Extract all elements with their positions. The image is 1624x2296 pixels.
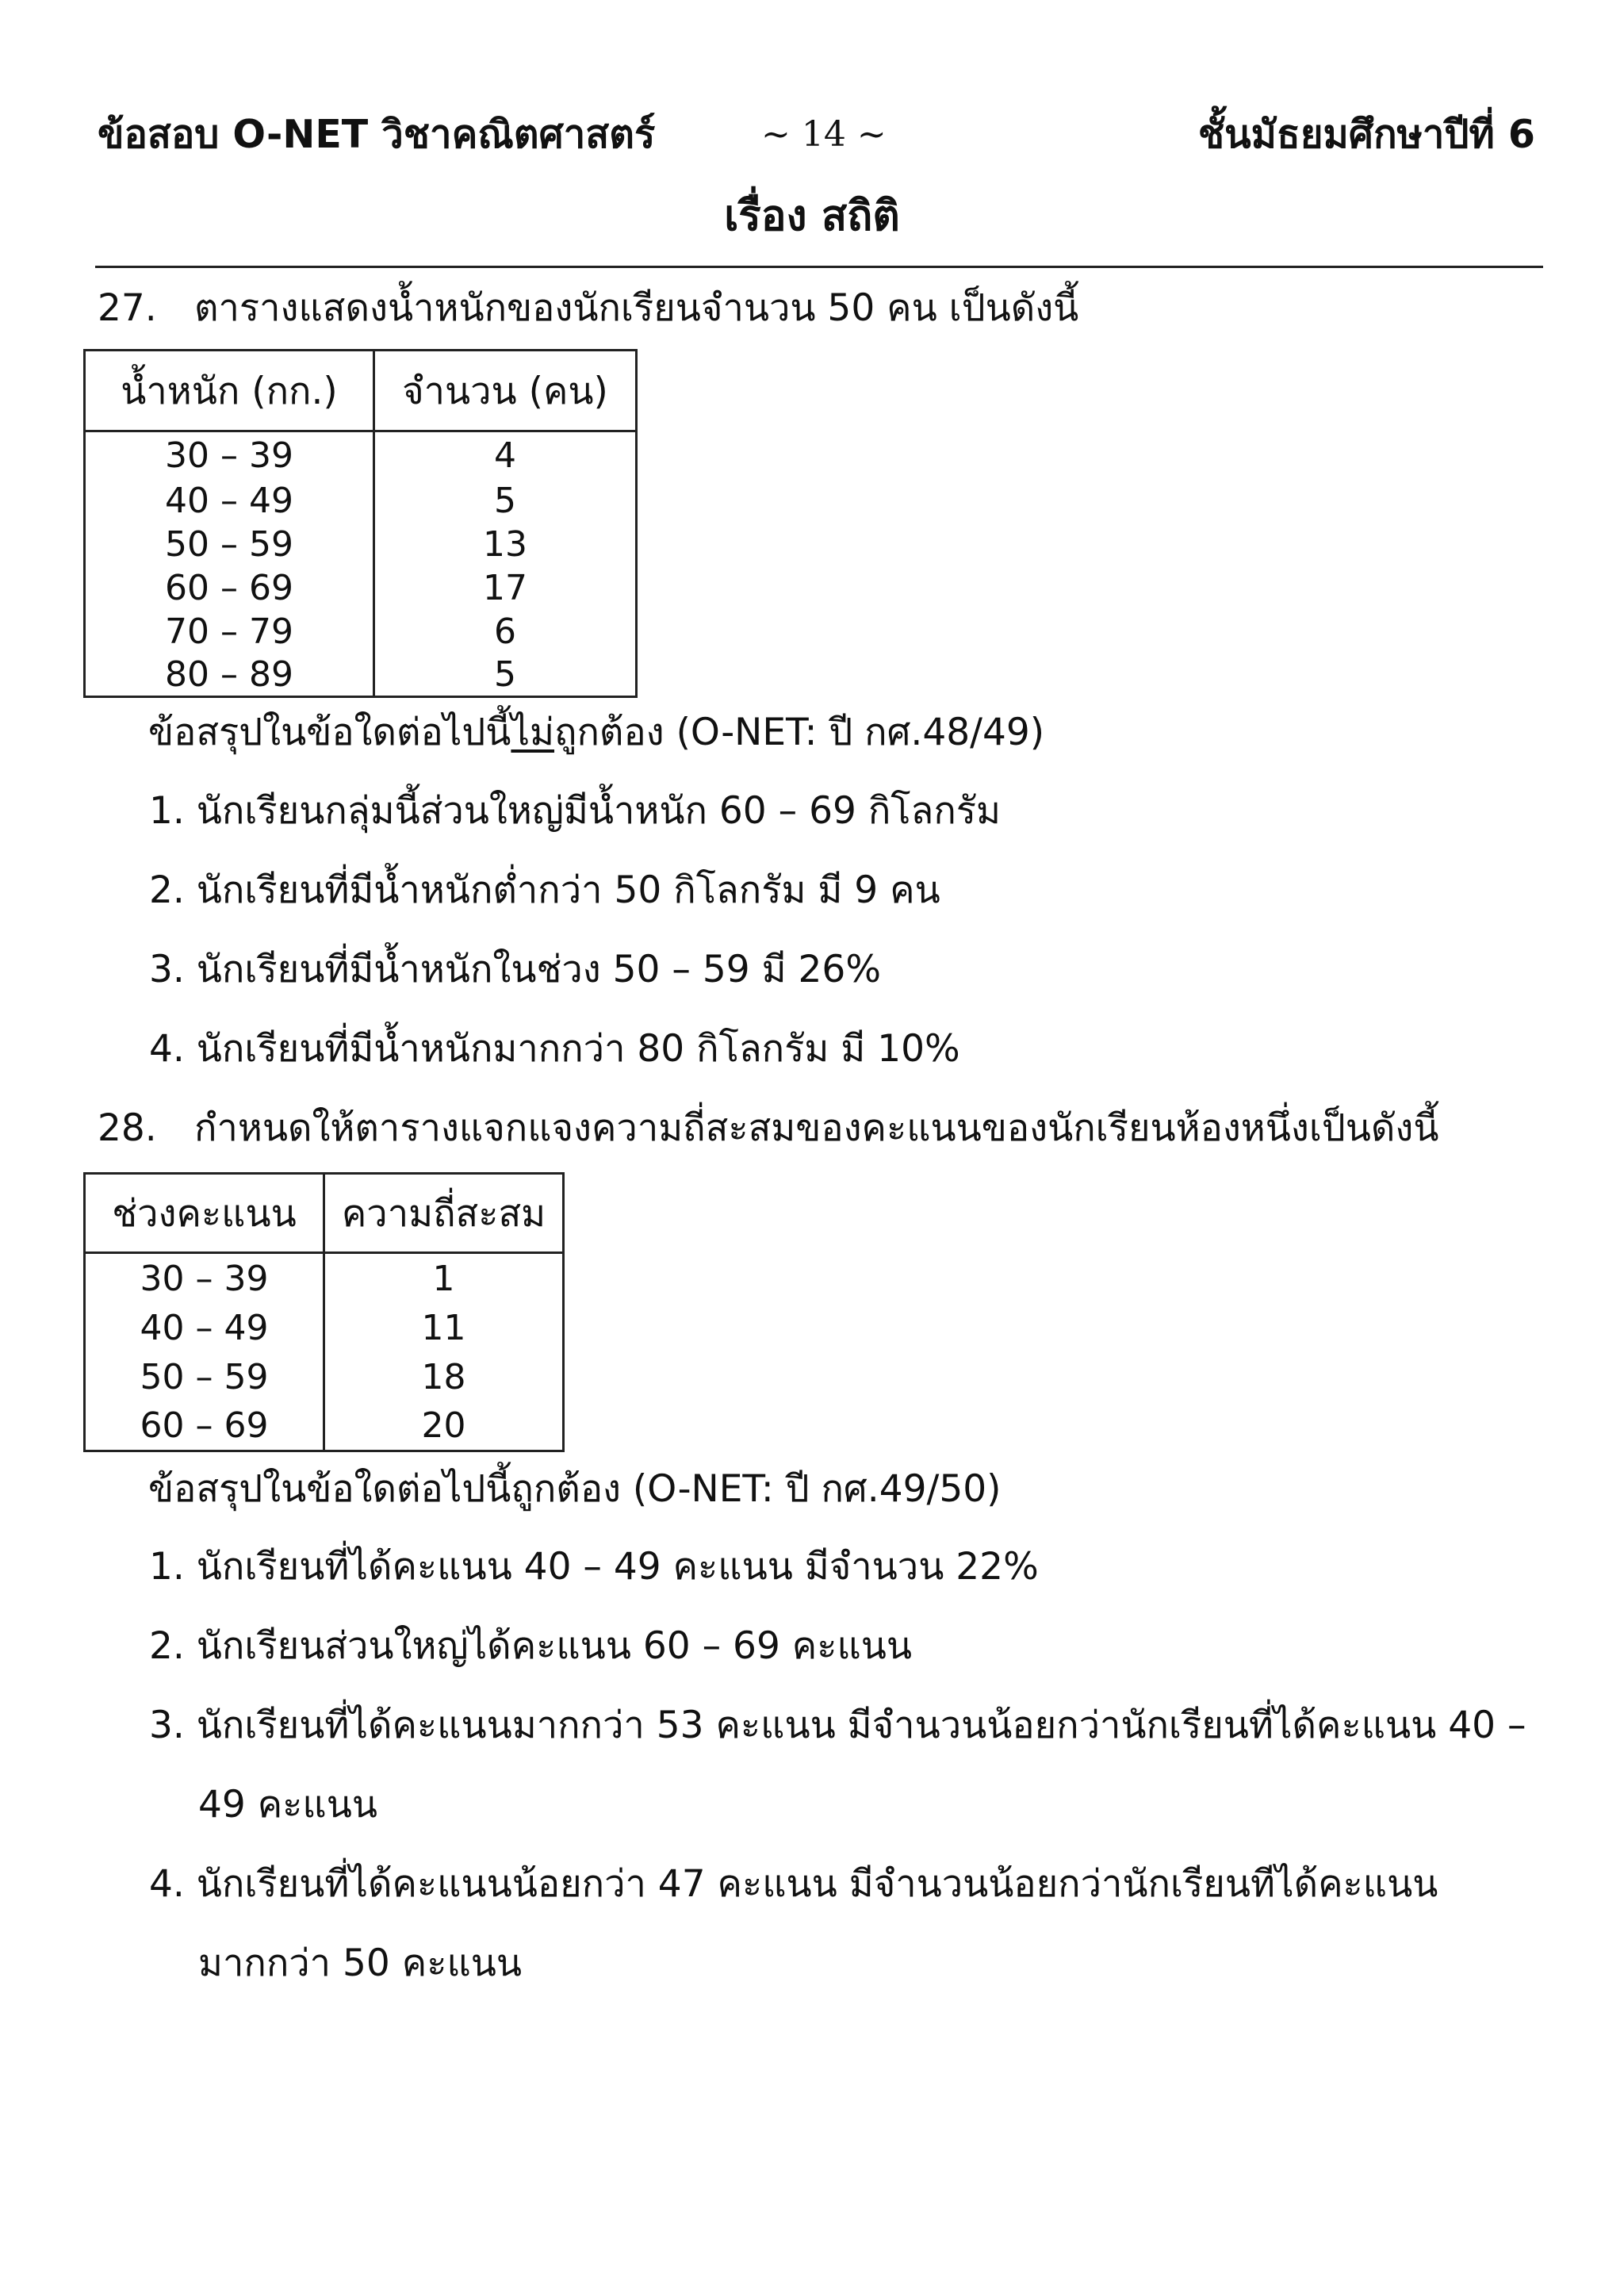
table-cell: 60 – 69: [85, 1402, 324, 1451]
topic-title: เรื่อง สถิติ: [724, 192, 900, 240]
q27-table: [83, 349, 638, 698]
q27-option-2[interactable]: 2. นักเรียนที่มีน้ำหนักต่ำกว่า 50 กิโลกรัม มี 9 คน: [149, 868, 940, 912]
table-cell: 5: [374, 654, 637, 697]
q27-header-weight: น้ำหนัก (กก.): [85, 351, 374, 431]
q28-text: กำหนดให้ตารางแจกแจงความถี่สะสมของคะแนนของนักเรียนห้องหนึ่งเป็นดังนี้: [194, 1106, 1439, 1150]
grade-level: ชั้นมัธยมศึกษาปีที่ 6: [1197, 112, 1535, 157]
exam-title: ข้อสอบ O-NET วิชาคณิตศาสตร์: [98, 112, 656, 157]
q27-option-3[interactable]: 3. นักเรียนที่มีน้ำหนักในช่วง 50 – 59 มี 26%: [149, 948, 881, 991]
table-cell: 13: [374, 523, 637, 566]
table-cell: 50 – 59: [85, 1353, 324, 1402]
table-cell: 20: [324, 1402, 564, 1451]
q28-option-4-cont[interactable]: มากกว่า 50 คะแนน: [198, 1941, 522, 1985]
q27-header-count: จำนวน (คน): [374, 351, 637, 431]
table-cell: 4: [374, 431, 637, 479]
table-cell: 11: [324, 1304, 564, 1353]
q28-number: 28.: [98, 1106, 157, 1150]
q28-header-range: ช่วงคะแนน: [85, 1174, 324, 1253]
q27-number: 27.: [98, 286, 157, 330]
q28-option-3-cont[interactable]: 49 คะแนน: [198, 1783, 377, 1826]
table-cell: 30 – 39: [85, 1253, 324, 1304]
table-cell: 5: [374, 479, 637, 523]
q28-conclusion: ข้อสรุปในข้อใดต่อไปนี้ถูกต้อง (O-NET: ปี กศ.49/50): [148, 1467, 1002, 1511]
q28-option-2[interactable]: 2. นักเรียนส่วนใหญ่ได้คะแนน 60 – 69 คะแนน: [149, 1624, 913, 1668]
table-cell: 17: [374, 566, 637, 610]
table-cell: 30 – 39: [85, 431, 374, 479]
q28-option-1[interactable]: 1. นักเรียนที่ได้คะแนน 40 – 49 คะแนน มีจำนวน 22%: [149, 1545, 1039, 1589]
header-divider: [95, 266, 1543, 268]
q28-option-3[interactable]: 3. นักเรียนที่ได้คะแนนมากกว่า 53 คะแนน มีจำนวนน้อยกว่านักเรียนที่ได้คะแนน 40 –: [149, 1704, 1526, 1747]
q27-conclusion-pre: ข้อสรุปในข้อใดต่อไปนี้: [148, 711, 511, 754]
q27-option-1[interactable]: 1. นักเรียนกลุ่มนี้ส่วนใหญ่มีน้ำหนัก 60 – 69 กิโลกรัม: [149, 789, 1002, 833]
q27-option-4[interactable]: 4. นักเรียนที่มีน้ำหนักมากกว่า 80 กิโลกรัม มี 10%: [149, 1027, 960, 1071]
q28-option-4[interactable]: 4. นักเรียนที่ได้คะแนนน้อยกว่า 47 คะแนน มีจำนวนน้อยกว่านักเรียนทีได้คะแนน: [149, 1862, 1438, 1906]
table-cell: 6: [374, 610, 637, 654]
table-cell: 70 – 79: [85, 610, 374, 654]
table-cell: 60 – 69: [85, 566, 374, 610]
table-cell: 18: [324, 1353, 564, 1402]
table-cell: 50 – 59: [85, 523, 374, 566]
page-number: ~ 14 ~: [761, 114, 887, 155]
q27-text: ตารางแสดงน้ำหนักของนักเรียนจำนวน 50 คน เป็นดังนี้: [194, 286, 1079, 330]
table-cell: 1: [324, 1253, 564, 1304]
q28-table: [83, 1172, 565, 1452]
q28-header-cumfreq: ความถี่สะสม: [324, 1174, 564, 1253]
table-cell: 80 – 89: [85, 654, 374, 697]
q27-conclusion-negation: ไม่: [511, 711, 555, 754]
q27-conclusion: [148, 708, 1044, 757]
q27-conclusion-post: ถูกต้อง (O-NET: ปี กศ.48/49): [554, 711, 1045, 754]
table-cell: 40 – 49: [85, 1304, 324, 1353]
table-cell: 40 – 49: [85, 479, 374, 523]
